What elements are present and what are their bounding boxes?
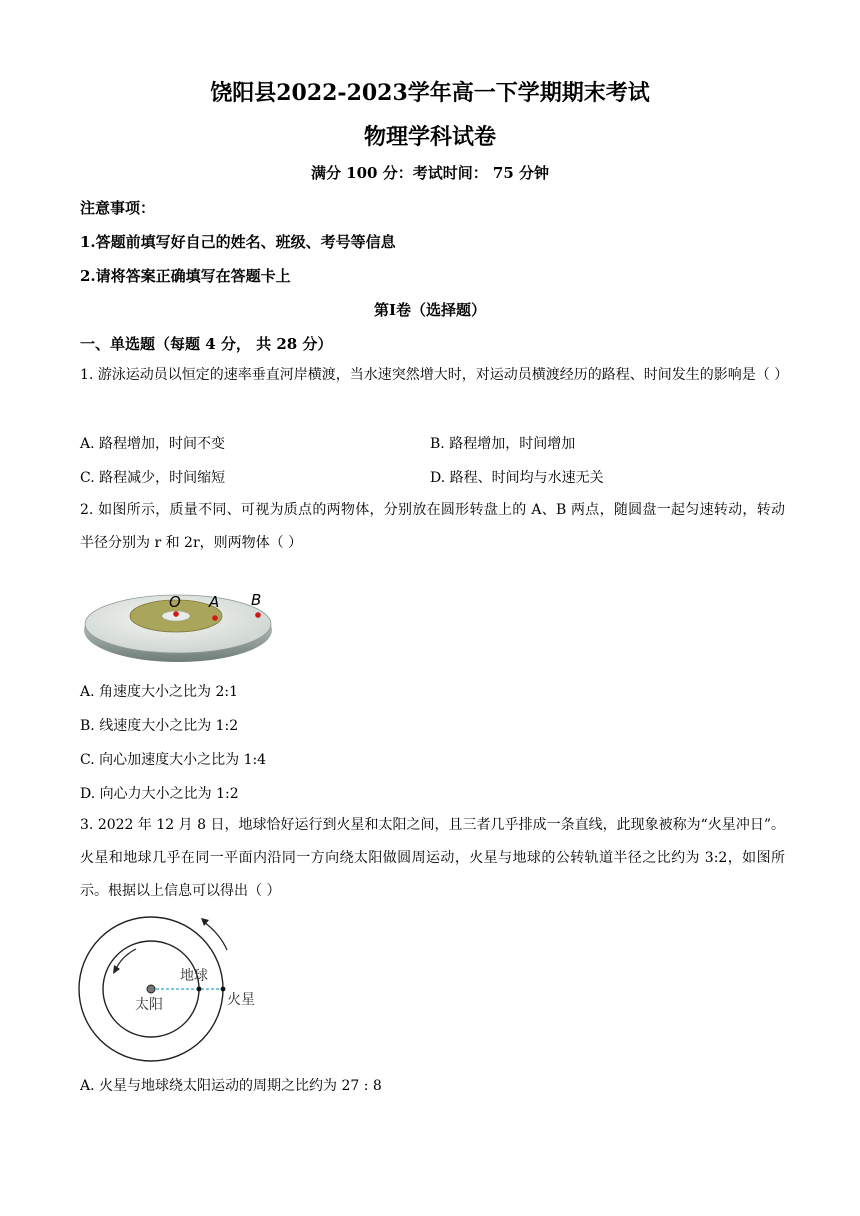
q2-option-a: A. 角速度大小之比为 2:1 xyxy=(80,684,238,700)
q1-option-b: B. 路程增加，时间增加 xyxy=(430,436,576,452)
point-o-dot xyxy=(173,611,179,617)
score-time-line: 满分 100 分：考试时间： 75 分钟 xyxy=(310,164,550,182)
q3-option-a: A. 火星与地球绕太阳运动的周期之比约为 27 : 8 xyxy=(80,1078,382,1094)
point-a-dot xyxy=(212,615,218,621)
exam-title: 饶阳县2022-2023学年高一下学期期末考试 xyxy=(210,80,650,106)
mars-dot xyxy=(221,987,226,992)
section-title: 一、单选题（每题 4 分， 共 28 分） xyxy=(80,335,333,353)
earth-direction-arc xyxy=(116,949,136,969)
q1-option-a: A. 路程增加，时间不变 xyxy=(80,436,226,452)
question-2-stem: 2. 如图所示，质量不同、可视为质点的两物体，分别放在圆形转盘上的 A、B 两点，随圆盘一起匀速转动，转动半径分别为 r 和 2r，则两物体（ ） xyxy=(80,502,785,551)
q2-option-d: D. 向心力大小之比为 1:2 xyxy=(80,786,239,802)
volume-title: 第Ⅰ卷（选择题） xyxy=(373,301,487,319)
point-b-dot xyxy=(255,612,261,618)
orbit-figure xyxy=(76,914,276,1066)
q1-option-d: D. 路程、时间均与水速无关 xyxy=(430,470,604,486)
label-a: A xyxy=(209,593,220,611)
q1-option-c: C. 路程减少，时间缩短 xyxy=(80,470,226,486)
label-earth: 地球 xyxy=(180,968,208,984)
question-1-stem: 1. 游泳运动员以恒定的速率垂直河岸横渡，当水速突然增大时，对运动员横渡经历的路程、时间发生的影响是（ ） xyxy=(80,367,789,383)
notice-item-1: 1.答题前填写好自己的姓名、班级、考号等信息 xyxy=(80,233,396,251)
notice-item-2: 2.请将答案正确填写在答题卡上 xyxy=(80,267,291,285)
label-b: B xyxy=(251,591,262,609)
q2-option-b: B. 线速度大小之比为 1:2 xyxy=(80,718,239,734)
label-sun: 太阳 xyxy=(135,997,163,1013)
turntable-figure xyxy=(78,588,278,666)
mars-direction-arc xyxy=(204,922,227,950)
sun-dot xyxy=(147,985,155,993)
earth-arrow-icon xyxy=(113,965,120,974)
label-mars: 火星 xyxy=(227,992,255,1008)
subject-title: 物理学科试卷 xyxy=(363,124,496,150)
earth-dot xyxy=(197,987,202,992)
label-o: O xyxy=(169,593,181,611)
question-3-stem: 3. 2022 年 12 月 8 日，地球恰好运行到火星和太阳之间，且三者几乎排成一条直线，此现象被称为“火星冲日”。火星和地球几乎在同一平面内沿同一方向绕太阳做圆周运动，火星与地球的公转轨道半径之比约为 3:2，如图所示。根据以上信息可以得出（ ） xyxy=(80,817,785,899)
notice-heading: 注意事项： xyxy=(80,199,156,217)
q2-option-c: C. 向心加速度大小之比为 1:4 xyxy=(80,752,267,768)
